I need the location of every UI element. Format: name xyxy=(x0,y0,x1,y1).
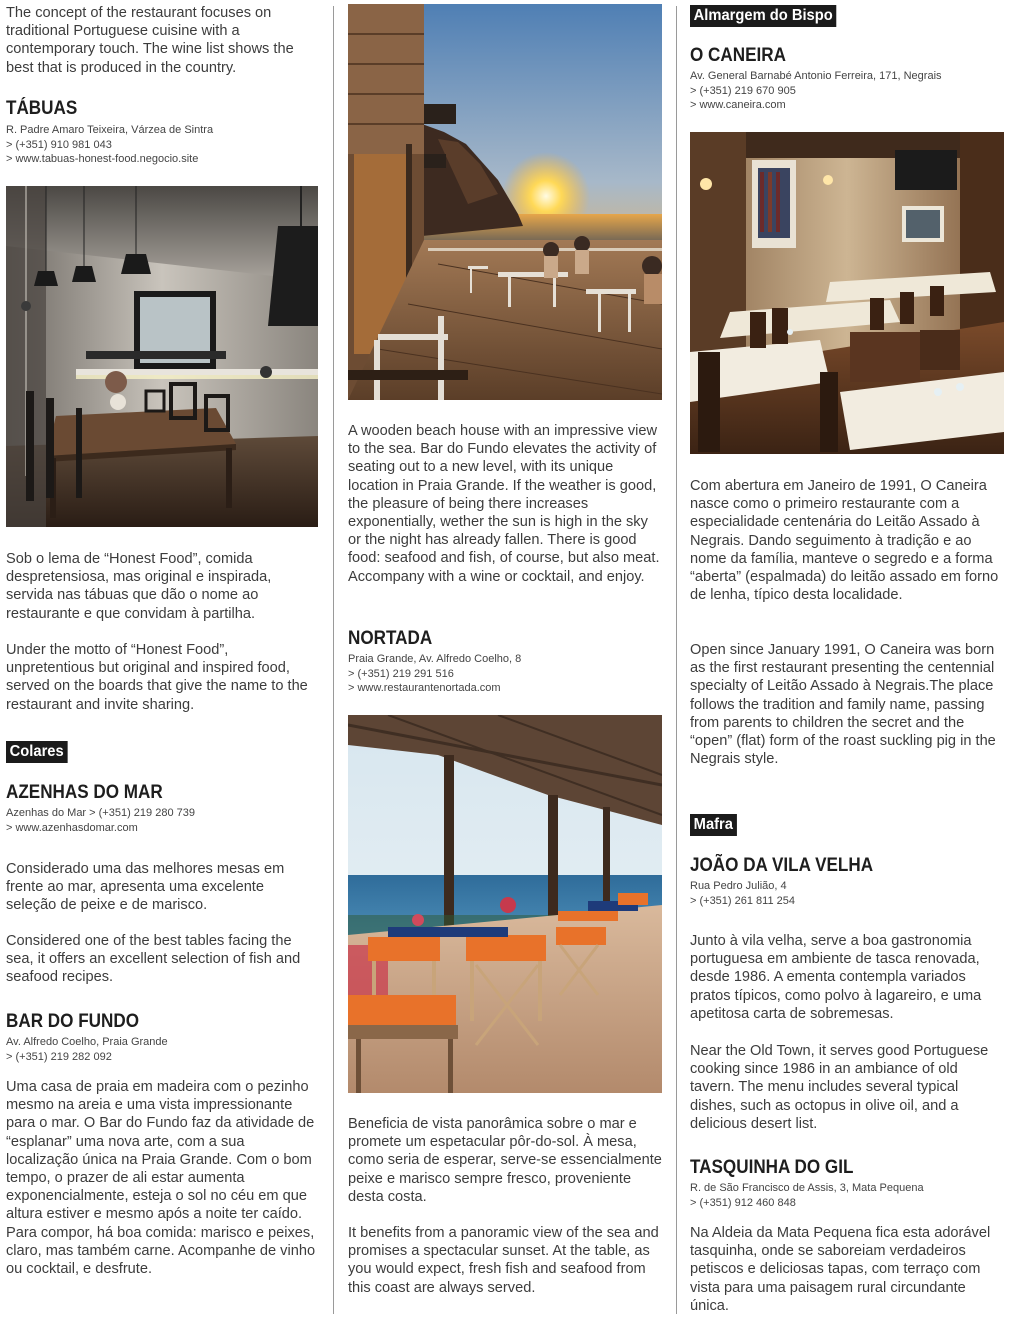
bar-fundo-text-pt: Uma casa de praia em madeira com o pezinho mesmo na areia e uma vista impressionante para o mar. O Bar do Fundo faz da atividade de “esplanar” uma nova arte, com a sua localização única na Praia Grande. Com o bom tempo, o prazer de ali estar aumenta exponencialmente, esteja o sol no céu em que altura estiver e mesmo após a noite ter caído. Para compor, há boa comida: marisco e peixes, claro, mas também carne. Acompanhe de vinho ou cocktail, e desfrute. xyxy=(6,1079,316,1278)
tabuas-phone[interactable]: > (+351) 910 981 043 xyxy=(6,138,112,151)
tabuas-contact xyxy=(6,123,213,167)
tasquinha-gil-description-pt xyxy=(690,1224,1004,1315)
joao-vila-velha-description-pt xyxy=(690,932,1004,1023)
nortada-name: NORTADA xyxy=(348,628,433,649)
tabuas-website-link[interactable]: > www.tabuas-honest-food.negocio.site xyxy=(6,153,199,166)
tabuas-text-pt: Sob o lema de “Honest Food”, comida despretensiosa, mas original e inspirada, servida nas tábuas que dão o nome ao restaurante e que convidam à partilha. xyxy=(6,551,272,622)
bar-fundo-address: Av. Alfredo Coelho, Praia Grande xyxy=(6,1036,168,1048)
azenhas-description-pt xyxy=(6,860,318,915)
nortada-text-pt: Beneficia de vista panorâmica sobre o mar e promete um espetacular pôr-do-sol. À mesa, como seria de esperar, serve-se essencialmente peixe e marisco sempre fresco, proveniente desta costa. xyxy=(348,1116,662,1205)
joao-vila-velha-phone[interactable]: > (+351) 261 811 254 xyxy=(690,894,795,907)
caneira-description-pt xyxy=(690,477,1004,604)
azenhas-text-en: Considered one of the best tables facing the sea, it offers an excellent selection of fish and seafood recipes. xyxy=(6,933,301,986)
intro-paragraph xyxy=(6,4,318,77)
tabuas-address: R. Padre Amaro Teixeira, Várzea de Sintra xyxy=(6,124,214,136)
azenhas-address-phone[interactable]: Azenhas do Mar > (+351) 219 280 739 xyxy=(6,807,195,819)
nortada-contact xyxy=(348,652,521,696)
region-tag-colares: Colares xyxy=(6,741,67,763)
caneira-contact xyxy=(690,69,942,113)
joao-vila-velha-name: JOÃO DA VILA VELHA xyxy=(690,855,874,876)
caneira-website-link[interactable]: > www.caneira.com xyxy=(690,99,786,112)
tasquinha-gil-name: TASQUINHA DO GIL xyxy=(690,1157,854,1178)
column-3 xyxy=(690,0,1004,1320)
azenhas-website-link[interactable]: > www.azenhasdomar.com xyxy=(6,821,138,834)
nortada-terrace-photo xyxy=(348,715,662,1093)
joao-vila-velha-text-en: Near the Old Town, it serves good Portuguese cooking since 1986 in an ambiance of old tavern. The menu includes several typical dishes, such as octopus in olive oil, and a delicious desert list. xyxy=(690,1043,989,1132)
region-tag-almargem-do-bispo: Almargem do Bispo xyxy=(690,5,836,27)
nortada-website-link[interactable]: > www.restaurantenortada.com xyxy=(348,682,501,695)
bar-fundo-description-en xyxy=(348,422,662,586)
caneira-dining-room-photo xyxy=(690,132,1004,454)
joao-vila-velha-contact xyxy=(690,879,795,908)
nortada-phone[interactable]: > (+351) 219 291 516 xyxy=(348,667,454,680)
tabuas-name: TÁBUAS xyxy=(6,98,78,119)
caneira-text-en: Open since January 1991, O Caneira was born as the first restaurant presenting the centennial specialty of Leitão Assado à Negrais.The place follows the tradition and family name, passing from parents to children the secret and the “open” (flat) form of the roast suckling pig in the Negrais style. xyxy=(690,642,996,768)
tasquinha-gil-text-pt: Na Aldeia da Mata Pequena fica esta adorável tasquinha, onde se saboreiam verdadeiros petiscos e deliciosas tapas, com terraço com vista para uma paisagem rural circundante única. xyxy=(690,1225,991,1314)
column-divider-left xyxy=(333,6,334,1314)
caneira-description-en xyxy=(690,641,1004,768)
tabuas-text-en: Under the motto of “Honest Food”, unpretentious but original and inspired food, served on the boards that give the name to the restaurant and invite sharing. xyxy=(6,642,308,713)
joao-vila-velha-description-en xyxy=(690,1042,1004,1133)
caneira-phone[interactable]: > (+351) 219 670 905 xyxy=(690,84,796,97)
column-2 xyxy=(348,0,662,1320)
tabuas-description-en xyxy=(6,641,318,714)
bar-fundo-name: BAR DO FUNDO xyxy=(6,1011,140,1032)
tasquinha-gil-contact xyxy=(690,1181,924,1210)
azenhas-description-en xyxy=(6,932,318,987)
tabuas-dining-room-photo xyxy=(6,186,318,527)
nortada-description-pt xyxy=(348,1115,662,1206)
azenhas-text-pt: Considerado uma das melhores mesas em frente ao mar, apresenta uma excelente seleção de peixe e de marisco. xyxy=(6,861,285,914)
tabuas-description-pt xyxy=(6,550,318,623)
region-tag-mafra: Mafra xyxy=(690,814,737,836)
azenhas-name: AZENHAS DO MAR xyxy=(6,782,163,803)
tasquinha-gil-address: R. de São Francisco de Assis, 3, Mata Pequena xyxy=(690,1182,924,1194)
intro-text: The concept of the restaurant focuses on traditional Portuguese cuisine with a contemporary touch. The wine list shows the best that is produced in the country. xyxy=(6,5,294,76)
tasquinha-gil-phone[interactable]: > (+351) 912 460 848 xyxy=(690,1196,796,1209)
nortada-address: Praia Grande, Av. Alfredo Coelho, 8 xyxy=(348,653,522,665)
bar-fundo-sunset-terrace-photo xyxy=(348,4,662,400)
caneira-name: O CANEIRA xyxy=(690,45,786,66)
joao-vila-velha-address: Rua Pedro Julião, 4 xyxy=(690,880,787,892)
bar-fundo-description-pt xyxy=(6,1078,318,1278)
caneira-address: Av. General Barnabé Antonio Ferreira, 171, Negrais xyxy=(690,70,942,82)
nortada-description-en xyxy=(348,1224,662,1297)
bar-fundo-phone[interactable]: > (+351) 219 282 092 xyxy=(6,1050,112,1063)
nortada-text-en: It benefits from a panoramic view of the sea and promises a spectacular sunset. At the table, as you would expect, fresh fish and seafood from this coast are always served. xyxy=(348,1225,659,1296)
column-1 xyxy=(6,0,318,1320)
bar-fundo-text-en: A wooden beach house with an impressive view to the sea. Bar do Fundo elevates the activity of seating out to a new level, with its unique location in Praia Grande. If the weather is good, the pleasure of being there increases exponentially, wether the sun is high in the sky or the night has already fallen. There is good food: seafood and fish, of course, but also meat. Accompany with a wine or cocktail, and enjoy. xyxy=(348,423,660,585)
bar-fundo-contact xyxy=(6,1035,168,1064)
caneira-text-pt: Com abertura em Janeiro de 1991, O Caneira nasce como o primeiro restaurante com a especialidade centenária do Leitão Assado à Negrais. Dando seguimento à tradição e ao nome da família, manteve o segredo e a forma “aberta” (espalmada) do leitão assado em forno de lenha, típico desta localidade. xyxy=(690,478,999,604)
column-divider-right xyxy=(676,6,677,1314)
azenhas-contact xyxy=(6,806,195,835)
joao-vila-velha-text-pt: Junto à vila velha, serve a boa gastronomia portuguesa em ambiente de tasca renovada, desde 1986. A ementa contempla variados pratos típicos, como polvo à lagareiro, e uma apetitosa carta de sobremesas. xyxy=(690,933,982,1022)
